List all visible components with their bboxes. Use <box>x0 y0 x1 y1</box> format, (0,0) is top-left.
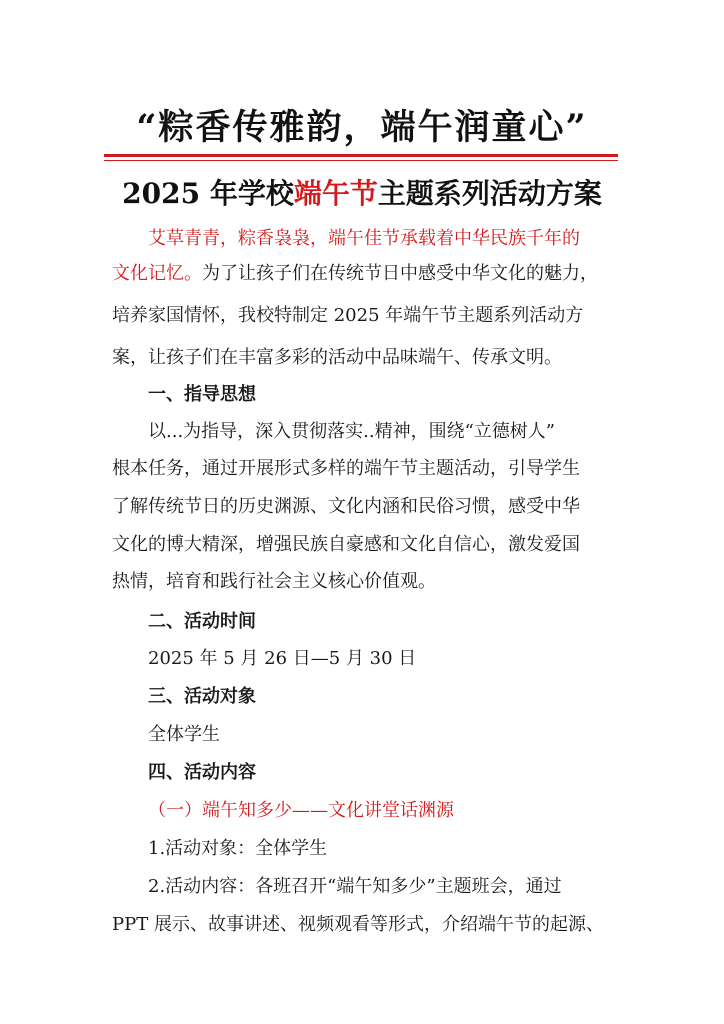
intro-line-4: 案，让孩子们在丰富多彩的活动中品味端午、传承文明。 <box>112 347 562 368</box>
section-heading-activity-time: 二、活动时间 <box>148 611 256 632</box>
section-heading-guiding-ideology: 一、指导思想 <box>148 384 256 405</box>
title-rule-thin <box>104 160 618 161</box>
item-2-line-2: PPT 展示、故事讲述、视频观看等形式，介绍端午节的起源、 <box>112 914 604 935</box>
intro-line-1: 艾草青青，粽香袅袅，端午佳节承载着中华民族千年的 <box>148 228 580 249</box>
sub-title-year-school: 2025 年学校 <box>122 177 294 210</box>
section-heading-activity-target: 三、活动对象 <box>148 686 256 707</box>
sub-title <box>0 172 724 212</box>
section1-line-1: 以...为指导，深入贯彻落实..精神，围绕“立德树人” <box>148 421 556 442</box>
item-2-line-1: 2.活动内容：各班召开“端午知多少”主题班会，通过 <box>148 876 562 897</box>
section1-line-4: 文化的博大精深，增强民族自豪感和文化自信心，激发爱国 <box>112 534 580 555</box>
section1-line-2: 根本任务，通过开展形式多样的端午节主题活动，引导学生 <box>112 458 580 479</box>
section1-line-3: 了解传统节日的历史渊源、文化内涵和民俗习惯，感受中华 <box>112 496 580 517</box>
sub-title-rest: 主题系列活动方案 <box>377 177 602 210</box>
subsection-heading-1: （一）端午知多少——文化讲堂话渊源 <box>148 800 454 821</box>
intro-line-2 <box>112 257 632 291</box>
activity-time-value: 2025 年 5 月 26 日—5 月 30 日 <box>148 648 417 669</box>
sub-title-festival: 端午节 <box>293 177 378 210</box>
section1-line-5: 热情，培育和践行社会主义核心价值观。 <box>112 571 436 592</box>
main-title: “粽香传雅韵，端午润童心” <box>136 107 588 148</box>
activity-target-value: 全体学生 <box>148 724 220 745</box>
title-rule-thick <box>104 154 618 157</box>
intro-line-2-rest: 为了让孩子们在传统节日中感受中华文化的魅力， <box>202 263 598 284</box>
intro-line-3: 培养家国情怀，我校特制定 2025 年端午节主题系列活动方 <box>112 305 584 326</box>
intro-line-2-red: 文化记忆。 <box>112 263 202 284</box>
section-heading-activity-content: 四、活动内容 <box>148 762 256 783</box>
item-1: 1.活动对象：全体学生 <box>148 838 328 859</box>
